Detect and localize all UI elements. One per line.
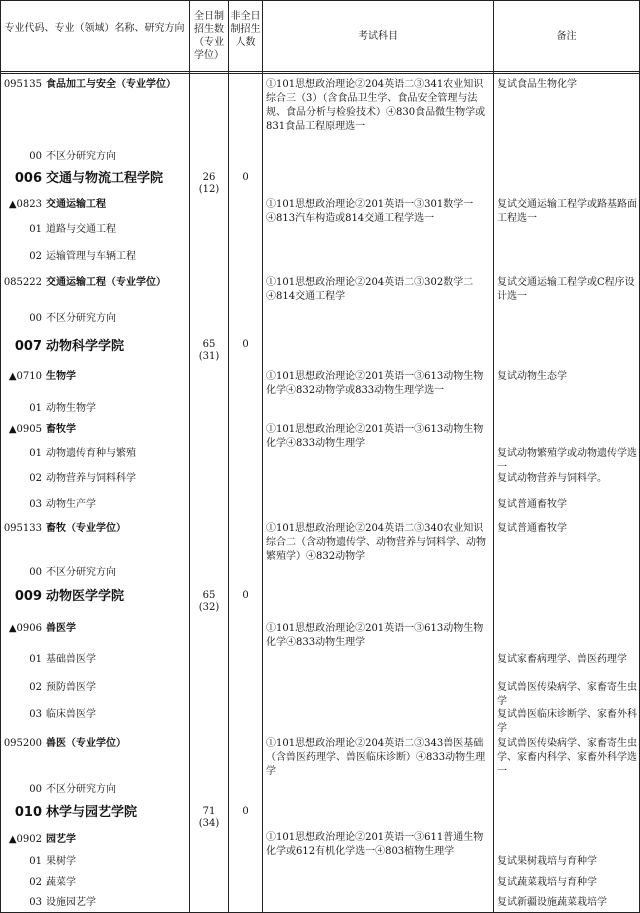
col-divider [262,0,263,913]
note: 复试动物营养与饲料学。 [497,473,607,484]
note: 复试普通畜牧学 [497,523,567,534]
note: 复试兽医临床诊断学、家畜外科学 [497,709,637,734]
direction-name: 不区分研究方向 [46,567,116,578]
direction-name: 动物生物学 [46,403,96,414]
header-exam: 考试科目 [358,31,398,42]
major-name: 生物学 [46,371,76,382]
note: 复试家畜病理学、兽医药理学 [497,654,627,665]
college-name: 交通与物流工程学院 [46,171,164,186]
note: 复试动物繁殖学或动物遗传学选一 [497,448,637,473]
major-name: 食品加工与安全（专业学位） [46,79,176,90]
college-name: 林学与园艺学院 [46,805,138,820]
exam-subjects: ①101思想政治理论②201英语一③613动物生物化学④833动物生理学 [266,424,484,449]
header-major: 专业代码、专业（领域）名称、研究方向 [4,23,185,34]
major-name: 兽医（专业学位） [46,738,126,749]
parttime-count: 0 [242,590,249,601]
major-code: ▲0905 [8,424,42,435]
direction-name: 道路与交通工程 [46,224,116,235]
direction-code: 01 [29,448,42,459]
fulltime-pro-count: (34) [198,818,220,829]
direction-code: 03 [29,499,42,510]
direction-name: 设施园艺学 [46,897,96,908]
exam-subjects: ①101思想政治理论②204英语二③302数学二④814交通工程学 [266,277,474,302]
major-name: 交通运输工程（专业学位） [46,277,166,288]
fulltime-count: 71 [202,806,216,817]
header-note: 备注 [556,31,577,42]
direction-code: 01 [29,856,42,867]
parttime-count: 0 [242,339,249,350]
direction-code: 02 [29,877,42,888]
major-code: 095133 [3,523,42,534]
exam-subjects: ①101思想政治理论②201英语一③613动物生物化学④832动物学或833动物生理学选一 [266,371,484,396]
direction-code: 00 [29,313,42,324]
note: 复试果树栽培与育种学 [497,856,597,867]
exam-subjects: ①101思想政治理论②201英语一③611普通生物化学或612有机化学选一④803植物生理学 [266,832,484,857]
direction-name: 动物遗传育种与繁殖 [46,448,136,459]
note: 复试交通运输工程学或路基路面工程选一 [497,199,637,224]
major-name: 交通运输工程 [46,199,106,210]
major-code: ▲0902 [8,834,42,845]
direction-code: 01 [29,654,42,665]
col-divider [228,0,229,913]
major-name: 畜牧学 [46,424,76,435]
col-divider [189,0,190,913]
major-code: ▲0710 [8,371,42,382]
major-code: 095200 [3,738,42,749]
note: 复试新疆设施蔬菜栽培学 [497,897,607,908]
parttime-count: 0 [242,172,249,183]
header-parttime: 非全日制招生人数 [230,11,261,48]
major-code: 085222 [3,277,42,288]
direction-name: 动物生产学 [46,499,96,510]
direction-code: 01 [29,224,42,235]
direction-name: 动物营养与饲料科学 [46,473,136,484]
table-border-left [0,0,1,913]
header-divider [0,71,640,72]
direction-name: 不区分研究方向 [46,151,116,162]
direction-code: 00 [29,784,42,795]
fulltime-pro-count: (32) [198,602,220,613]
note: 复试兽医传染病学、家畜寄生虫学 [497,682,637,707]
fulltime-pro-count: (31) [198,351,220,362]
major-code: 095135 [3,79,42,90]
table-border-top [0,0,640,1]
college-code: 006 [14,171,42,186]
direction-code: 01 [29,403,42,414]
note: 复试食品生物化学 [497,79,577,90]
header-divider [0,73,640,74]
direction-name: 果树学 [46,856,76,867]
direction-name: 运输管理与车辆工程 [46,251,136,262]
direction-name: 基础兽医学 [46,654,96,665]
major-code: ▲0906 [8,623,42,634]
header-fulltime: 全日制招生数（专业学位） [194,11,224,61]
note: 复试普通畜牧学 [497,499,567,510]
major-code: ▲0823 [8,199,42,210]
note: 复试动物生态学 [497,371,567,382]
direction-name: 不区分研究方向 [46,313,116,324]
note: 复试蔬菜栽培与育种学 [497,877,597,888]
fulltime-count: 65 [202,339,216,350]
fulltime-count: 26 [202,172,216,183]
exam-subjects: ①101思想政治理论②204英语二③340农业知识综合二（含动物遗传学、动物营养与饲料学、动物繁殖学）④832动物学 [266,523,486,562]
college-code: 009 [14,589,42,604]
parttime-count: 0 [242,806,249,817]
exam-subjects: ①101思想政治理论②201英语一③301数学一④813汽车构造或814交通工程学选一 [266,199,474,224]
col-divider [493,0,494,913]
college-code: 007 [14,339,42,354]
major-name: 畜牧（专业学位） [46,523,126,534]
direction-name: 预防兽医学 [46,682,96,693]
fulltime-pro-count: (12) [198,184,220,195]
direction-code: 02 [29,473,42,484]
fulltime-count: 65 [202,590,216,601]
direction-name: 蔬菜学 [46,877,76,888]
direction-code: 00 [29,151,42,162]
direction-code: 00 [29,567,42,578]
direction-code: 02 [29,251,42,262]
direction-name: 不区分研究方向 [46,784,116,795]
major-name: 兽医学 [46,623,76,634]
direction-code: 02 [29,682,42,693]
exam-subjects: ①101思想政治理论②204英语二③341农业知识综合三（3）（含食品卫生学、食品安全管理与法规、食品分析与检验技术）④830食品微生物学或831食品工程原理选一 [266,79,486,132]
exam-subjects: ①101思想政治理论②204英语二③343兽医基础（含兽医药理学、兽医临床诊断）④833动物生理学 [266,738,486,777]
direction-code: 03 [29,709,42,720]
college-name: 动物科学学院 [46,339,125,354]
major-name: 园艺学 [46,834,76,845]
direction-name: 临床兽医学 [46,709,96,720]
note: 复试交通运输工程学或C程序设计选一 [497,277,635,302]
direction-code: 03 [29,897,42,908]
exam-subjects: ①101思想政治理论②201英语一③613动物生物化学④833动物生理学 [266,623,484,648]
college-name: 动物医学学院 [46,589,125,604]
college-code: 010 [14,805,42,820]
note: 复试兽医传染病学、家畜寄生虫学、家畜内科学、家畜外科学选一 [497,738,637,777]
